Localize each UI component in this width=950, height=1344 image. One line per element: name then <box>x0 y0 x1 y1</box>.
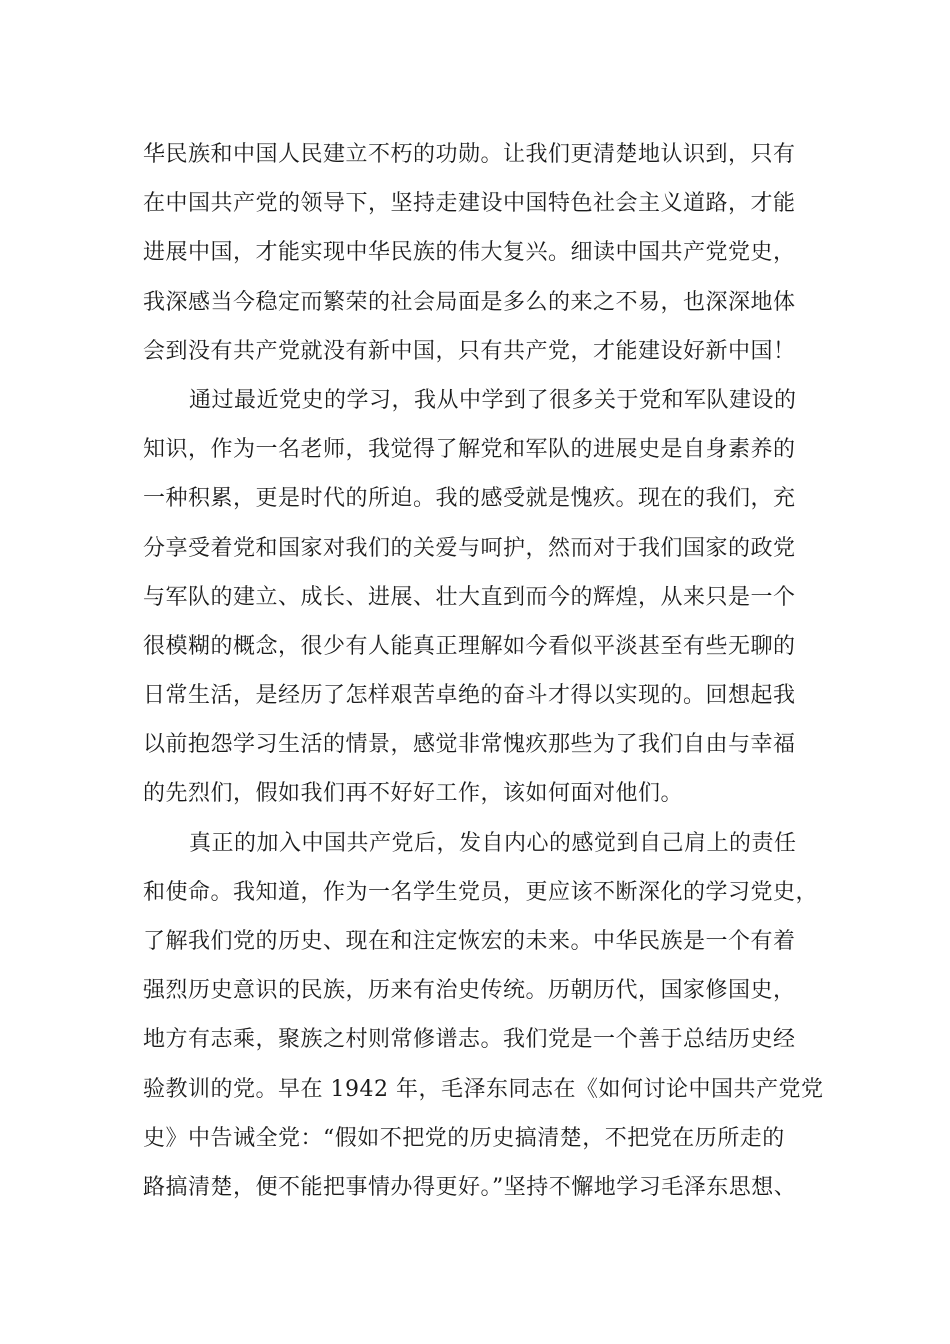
text-line: 进展中国，才能实现中华民族的伟大复兴。细读中国共产党党史， <box>143 240 796 266</box>
text-line: 验教训的党。早在 1942 年，毛泽东同志在《如何讨论中国共产党党 <box>143 1076 824 1102</box>
text-line: 地方有志乘，聚族之村则常修谱志。我们党是一个善于总结历史经 <box>143 1027 796 1053</box>
text-line: 知识，作为一名老师，我觉得了解党和军队的进展史是自身素养的 <box>143 437 796 463</box>
text-line: 一种积累，更是时代的所迫。我的感受就是愧疚。现在的我们，充 <box>143 486 796 512</box>
document-body <box>143 130 833 1212</box>
text-line: 华民族和中国人民建立不朽的功勋。让我们更清楚地认识到，只有 <box>143 142 796 167</box>
text-line: 了解我们党的历史、现在和注定恢宏的未来。中华民族是一个有着 <box>143 929 796 954</box>
text-line: 分享受着党和国家对我们的关爱与呵护，然而对于我们国家的政党 <box>143 535 796 561</box>
text-line: 会到没有共产党就没有新中国，只有共产党，才能建设好新中国！ <box>143 338 796 364</box>
text-line: 的先烈们，假如我们再不好好工作，该如何面对他们。 <box>143 781 684 807</box>
text-line: 日常生活，是经历了怎样艰苦卓绝的奋斗才得以实现的。回想起我 <box>143 683 796 709</box>
text-line: 强烈历史意识的民族，历来有治史传统。历朝历代，国家修国史， <box>143 978 796 1004</box>
text-line: 史》中告诫全党：“假如不把党的历史搞清楚，不把党在历所走的 <box>143 1125 785 1151</box>
text-line: 与军队的建立、成长、进展、壮大直到而今的辉煌，从来只是一个 <box>143 584 796 610</box>
paragraph-first-line: 通过最近党史的学习，我从中学到了很多关于党和军队建设的 <box>189 387 797 413</box>
text-line: 在中国共产党的领导下，坚持走建设中国特色社会主义道路，才能 <box>143 191 796 217</box>
text-line: 我深感当今稳定而繁荣的社会局面是多么的来之不易，也深深地体 <box>143 289 796 315</box>
paragraph-first-line: 真正的加入中国共产党后，发自内心的感觉到自己肩上的责任 <box>189 830 797 856</box>
text-line: 很模糊的概念，很少有人能真正理解如今看似平淡甚至有些无聊的 <box>143 633 796 659</box>
text-line: 以前抱怨学习生活的情景，感觉非常愧疚那些为了我们自由与幸福 <box>143 732 796 758</box>
text-line: 路搞清楚，便不能把事情办得更好。”坚持不懈地学习毛泽东思想、 <box>143 1174 797 1200</box>
text-line: 和使命。我知道，作为一名学生党员，更应该不断深化的学习党史， <box>143 879 819 905</box>
